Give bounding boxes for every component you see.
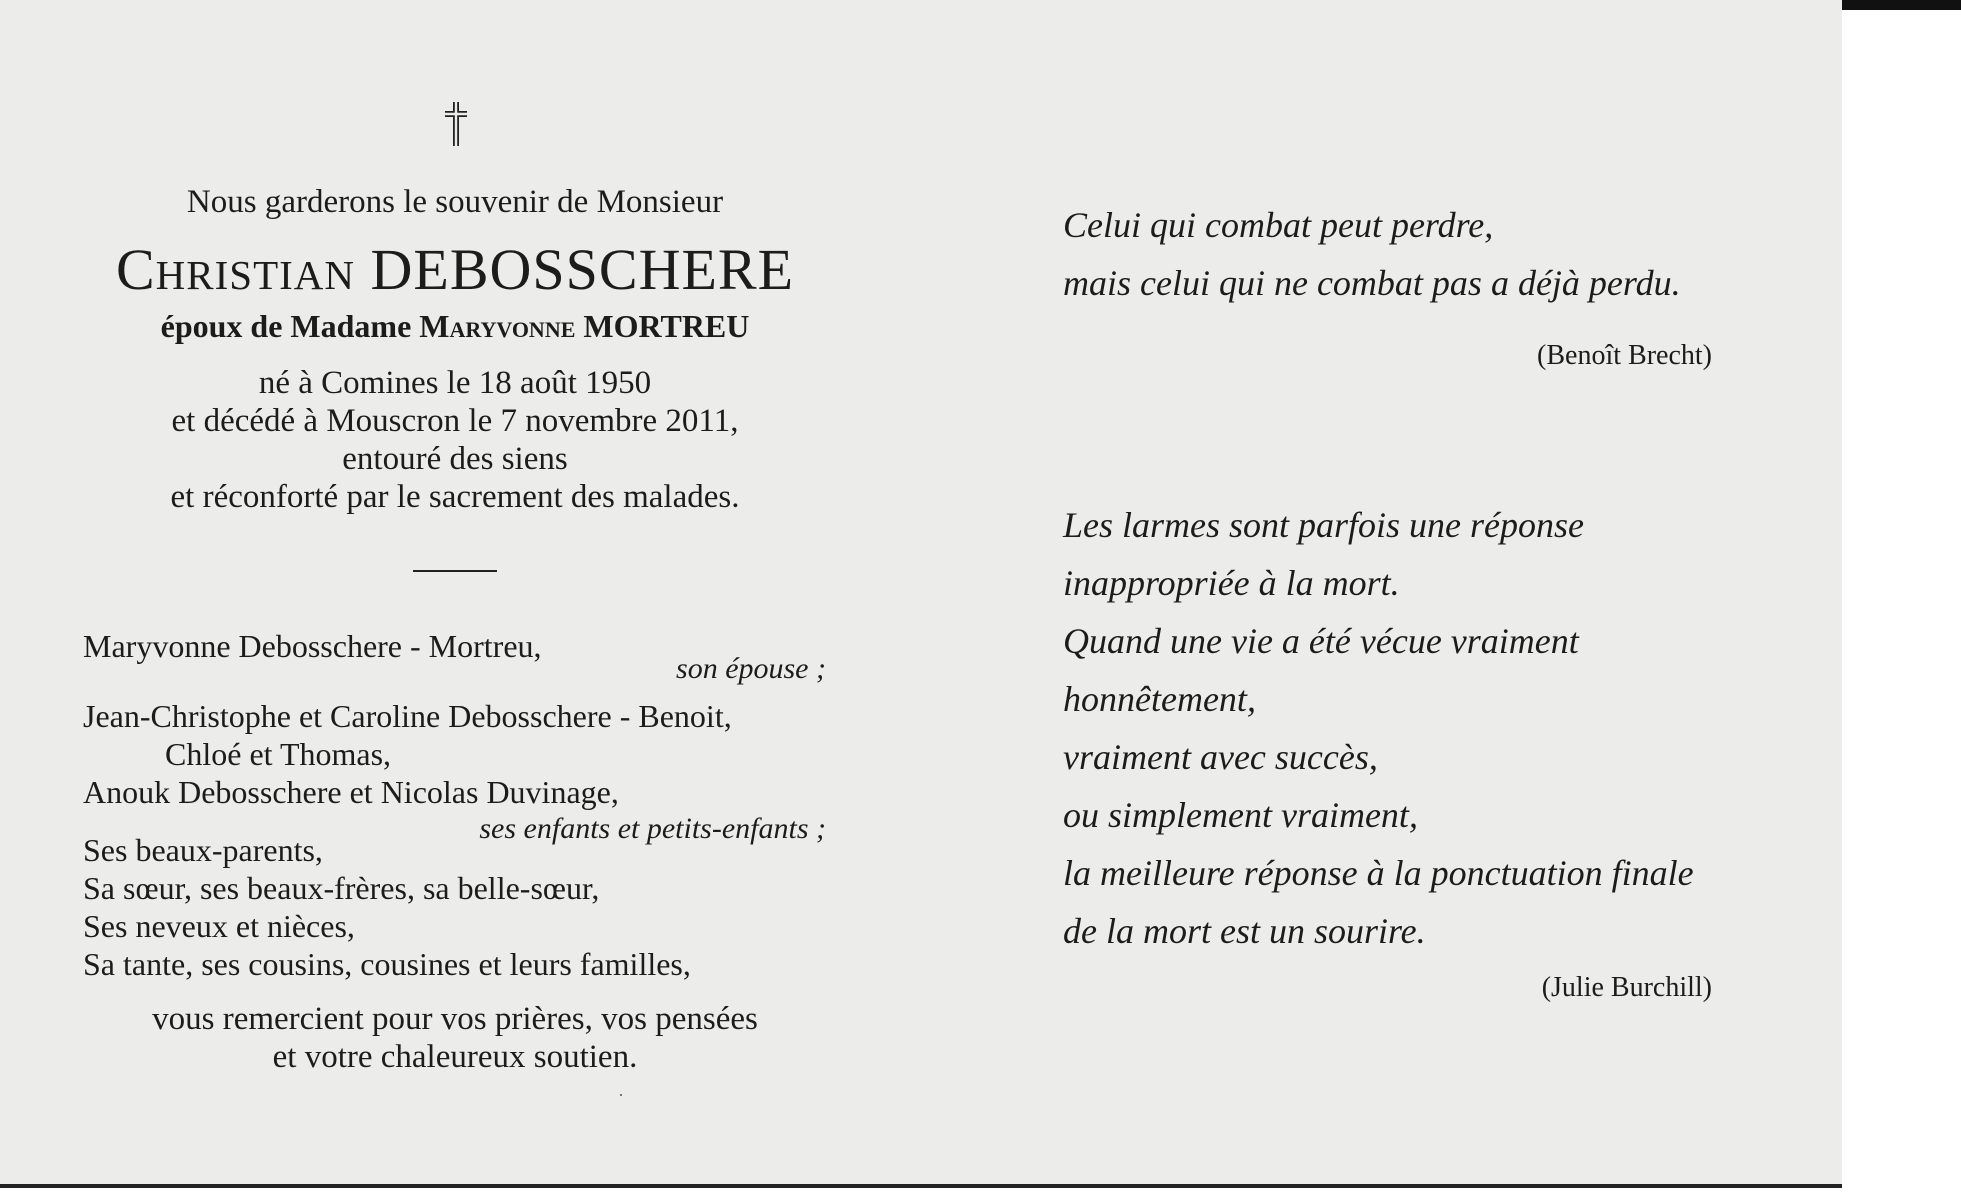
birth-line: né à Comines le 18 août 1950 <box>258 365 652 401</box>
spouse-first-name: Maryvonne <box>419 308 576 344</box>
deceased-name <box>30 236 880 303</box>
family-nephews: Ses neveux et nièces, <box>83 908 355 944</box>
quote1-author: (Benoît Brecht) <box>1537 340 1712 371</box>
divider <box>413 570 497 572</box>
family-child2: Anouk Debosschere et Nicolas Duvinage, <box>83 774 619 810</box>
right-panel <box>1000 0 1760 1188</box>
family-in-laws: Ses beaux-parents, <box>83 832 323 868</box>
family-aunt-cousins: Sa tante, ses cousins, cousines et leurs familles, <box>83 946 691 982</box>
thanks-line-2: et votre chaleureux soutien. <box>272 1039 638 1075</box>
spouse-last-name: MORTREU <box>583 308 750 344</box>
family-siblings: Sa sœur, ses beaux-frères, sa belle-sœur, <box>83 870 600 906</box>
family-children-role: ses enfants et petits-enfants ; <box>479 812 826 845</box>
life-details <box>30 364 880 516</box>
thanks-text <box>30 1000 880 1076</box>
family-grandchildren: Chloé et Thomas, <box>165 736 392 772</box>
quote2-line-6: ou simplement vraiment, <box>1063 795 1418 835</box>
thanks-line-1: vous remercient pour vos prières, vos pensées <box>152 1001 758 1037</box>
family-spouse-name: Maryvonne Debosschere - Mortreu, <box>83 628 542 664</box>
cross-icon <box>441 100 471 148</box>
intro-text: Nous garderons le souvenir de Monsieur <box>186 184 724 220</box>
quote2-line-4: honnêtement, <box>1063 679 1256 719</box>
quote2-line-1: Les larmes sont parfois une réponse <box>1063 505 1584 545</box>
deceased-last-name: DEBOSSCHERE <box>370 237 795 302</box>
scan-edge-bar <box>1842 0 1961 10</box>
left-panel <box>0 0 910 1188</box>
spouse-prefix: époux de Madame <box>160 308 412 344</box>
quote1-line-1: Celui qui combat peut perdre, <box>1063 205 1494 245</box>
quote2-line-3: Quand une vie a été vécue vraiment <box>1063 621 1579 661</box>
spouse-line <box>30 308 880 345</box>
quote1-line-2: mais celui qui ne combat pas a déjà perdu. <box>1063 263 1681 303</box>
family-child1: Jean-Christophe et Caroline Debosschere - Benoit, <box>83 698 732 734</box>
quote2-line-5: vraiment avec succès, <box>1063 737 1378 777</box>
quote2-line-8: de la mort est un sourire. <box>1063 911 1426 951</box>
family-spouse-role: son épouse ; <box>676 652 826 685</box>
surrounded-line: entouré des siens <box>342 441 568 477</box>
sacrament-line: et réconforté par le sacrement des malades. <box>170 479 740 515</box>
deceased-first-name: Christian <box>115 237 355 302</box>
quote2-author: (Julie Burchill) <box>1541 972 1712 1003</box>
quote2-line-7: la meilleure réponse à la ponctuation finale <box>1063 853 1694 893</box>
quote2-line-2: inappropriée à la mort. <box>1063 563 1400 603</box>
death-line: et décédé à Mouscron le 7 novembre 2011, <box>171 403 739 439</box>
scan-speck <box>620 1094 622 1096</box>
